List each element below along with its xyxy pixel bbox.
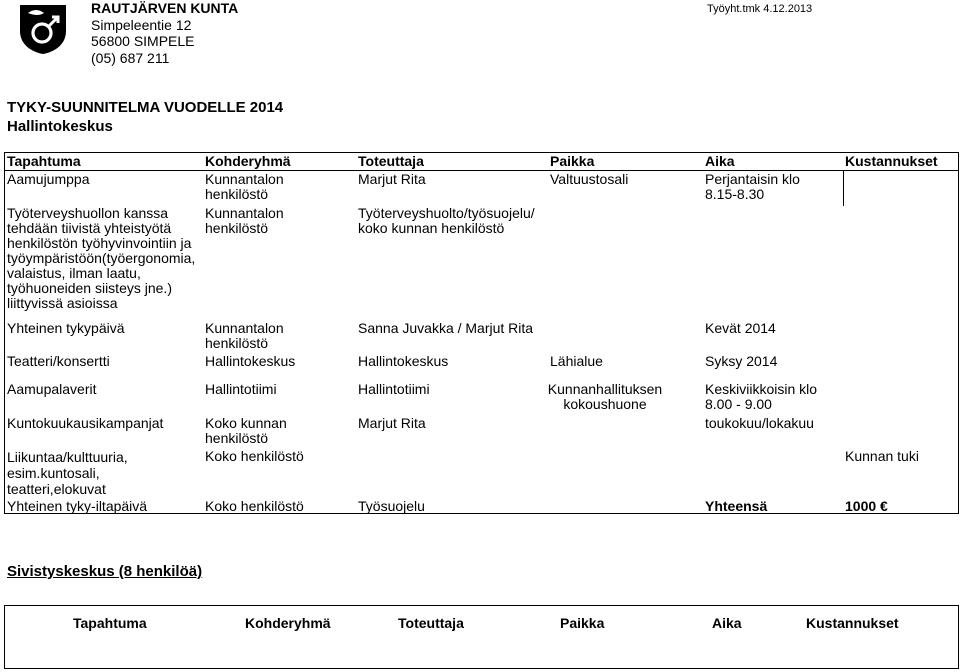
table-cell: Hallintokeskus: [205, 353, 296, 369]
table-cell: Yhteinen tyky-iltapäivä: [7, 498, 148, 514]
document-date: Työyht.tmk 4.12.2013: [707, 3, 813, 15]
address-postal: 56800 SIMPELE: [91, 33, 195, 49]
table-cell: Koko henkilöstö: [205, 448, 304, 464]
table-cell: Koko kunnan henkilöstö: [205, 415, 287, 446]
table-cell: Liikuntaa/kulttuuria, esim.kuntosali, teatteri,elokuvat: [7, 449, 128, 497]
col-header-tapahtuma: Tapahtuma: [7, 153, 81, 169]
phone-number: (05) 687 211: [91, 49, 170, 66]
table-cell: Hallintotiimi: [358, 381, 430, 397]
col-header-toteuttaja: Toteuttaja: [398, 615, 464, 631]
table-cell: Valtuustosali: [550, 171, 629, 187]
col-header-kustannukset: Kustannukset: [806, 615, 899, 631]
municipality-crest-logo: [18, 3, 68, 55]
table-cell: Kunnantalon henkilöstö: [205, 320, 284, 351]
table-cell: Teatteri/konsertti: [7, 353, 110, 369]
section-title: Sivistyskeskus (8 henkilöä): [7, 563, 203, 580]
table-cell: Hallintotiimi: [205, 381, 277, 397]
table-cell: Kuntokuukausikampanjat: [7, 415, 164, 431]
table-cell: Kunnan tuki: [845, 448, 919, 464]
table-cell: Hallintokeskus: [358, 353, 449, 369]
table-cell: Työterveyshuollon kanssa tehdään tiivistä yhteistyötä henkilöstön työhyvinvointiin ja työympäristöön(työergonomia, valaistus, ilman laatu, työhuoneiden siisteys jne.) liittyvissä asioissa: [7, 205, 196, 311]
col-header-aika: Aika: [705, 153, 735, 169]
col-header-kustannukset: Kustannukset: [845, 153, 938, 169]
table-cell: Syksy 2014: [705, 353, 778, 369]
title-line2: Hallintokeskus: [7, 118, 113, 135]
total-label: Yhteensä: [705, 498, 768, 514]
table-cell: Perjantaisin klo 8.15-8.30: [705, 171, 800, 202]
table-cell: Kunnantalon henkilöstö: [205, 171, 284, 202]
table-cell: Kunnanhallituksen kokoushuone: [547, 381, 663, 412]
table-cell: Kunnantalon henkilöstö: [205, 205, 284, 236]
col-header-kohderyhma: Kohderyhmä: [205, 153, 291, 169]
col-header-toteuttaja: Toteuttaja: [358, 153, 424, 169]
table-cell: Keskiviikkoisin klo 8.00 - 9.00: [705, 381, 818, 412]
table-cell: Marjut Rita: [358, 415, 426, 431]
header-address: [91, 0, 238, 66]
title-line1: TYKY-SUUNNITELMA VUODELLE 2014: [7, 99, 284, 116]
table-cell: Koko henkilöstö: [205, 498, 304, 514]
document-title: [7, 98, 283, 136]
org-name: RAUTJÄRVEN KUNTA: [91, 0, 239, 16]
col-header-paikka: Paikka: [560, 615, 605, 631]
col-header-kohderyhma: Kohderyhmä: [245, 615, 331, 631]
col-header-paikka: Paikka: [550, 153, 595, 169]
address-street: Simpeleentie 12: [91, 16, 192, 33]
table-cell: Marjut Rita: [358, 171, 426, 187]
table-cell: Aamupalaverit: [7, 381, 97, 397]
table-cell: Yhteinen tykypäivä: [7, 320, 125, 336]
table-cell: toukokuu/lokakuu: [705, 415, 814, 431]
total-amount: 1000 €: [845, 498, 888, 514]
table-cell: Lähialue: [550, 353, 603, 369]
table-cell: Työterveyshuolto/työsuojelu/ koko kunnan henkilöstö: [358, 205, 535, 236]
col-header-aika: Aika: [712, 615, 742, 631]
col-header-tapahtuma: Tapahtuma: [73, 615, 147, 631]
table-cell: Aamujumppa: [7, 171, 90, 187]
table-cell: Työsuojelu: [358, 498, 425, 514]
table-cell: Sanna Juvakka / Marjut Rita: [358, 320, 534, 336]
table-cell: Kevät 2014: [705, 320, 776, 336]
